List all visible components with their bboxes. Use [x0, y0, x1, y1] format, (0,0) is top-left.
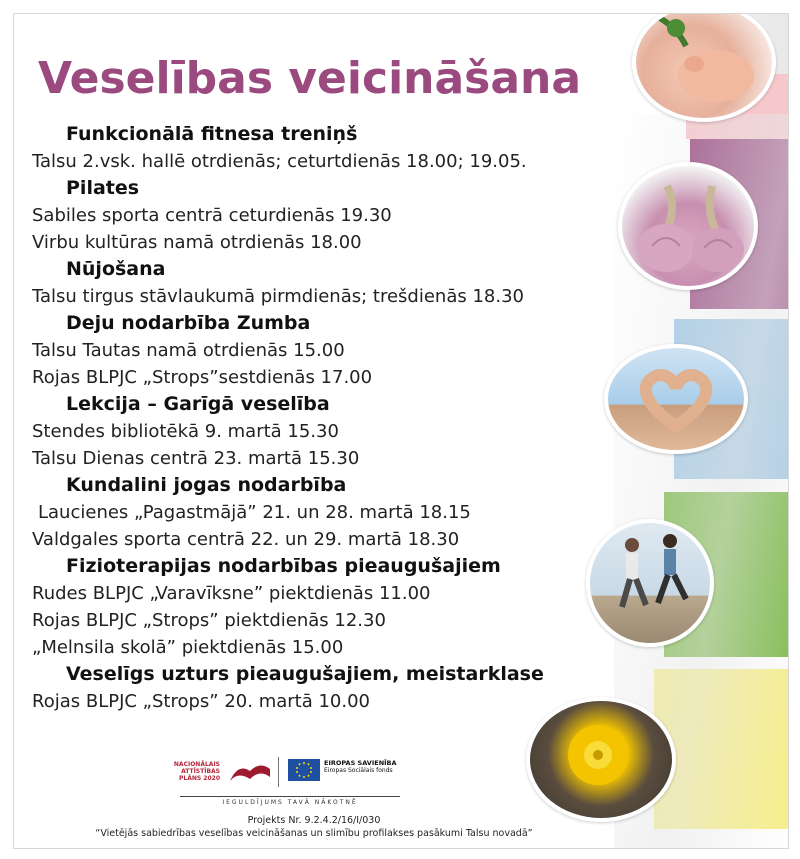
activity-line: „Melnsila skolā” piektdienās 15.00: [32, 637, 344, 658]
activity-line: Talsu 2.vsk. hallē otrdienās; ceturtdienās 18.00; 19.05.: [32, 151, 527, 172]
activity-line: Virbu kultūras namā otrdienās 18.00: [32, 232, 362, 253]
activity-heading: Pilates: [66, 177, 140, 199]
eu-fund: Eiropas Sociālais fonds: [324, 767, 393, 774]
flower-icon: [526, 697, 676, 822]
activity-line: Sabiles sporta centrā ceturdienās 19.30: [32, 205, 392, 226]
activity-heading: Veselīgs uzturs pieaugušajiem, meistarklase: [66, 663, 544, 685]
activity-line: Laucienes „Pagastmājā” 21. un 28. martā 18.15: [38, 502, 471, 523]
project-name: “Vietējās sabiedrības veselības veicināšanas un slimību profilakses pasākumi Talsu novadā”: [95, 828, 533, 839]
activity-heading: Fizioterapijas nodarbības pieaugušajiem: [66, 555, 501, 577]
funding-logos: [172, 755, 397, 791]
schedule-list: [32, 121, 632, 715]
activity-heading: Kundalini jogas nodarbība: [66, 474, 347, 496]
activity-line: Valdgales sporta centrā 22. un 29. martā 18.30: [32, 529, 460, 550]
activity-heading: Funkcionālā fitnesa treniņš: [66, 123, 358, 145]
activity-line: Rudes BLPJC „Varavīksne” piektdienās 11.00: [32, 583, 431, 604]
activity-heading: Lekcija – Garīgā veselība: [66, 393, 330, 415]
garlic-icon: [618, 162, 758, 290]
activity-line: Rojas BLPJC „Strops” 20. martā 10.00: [32, 691, 371, 712]
eu-logo-text: [324, 759, 404, 775]
project-info: [54, 814, 574, 840]
activity-line: Talsu tirgus stāvlaukumā pirmdienās; trešdienās 18.30: [32, 286, 524, 307]
slogan: IEGULDĪJUMS TAVĀ NĀKOTNĒ: [180, 796, 400, 806]
poster: [13, 13, 789, 849]
activity-line: Talsu Dienas centrā 23. martā 15.30: [32, 448, 360, 469]
nap-flag-icon: [228, 759, 272, 785]
eu-title: EIROPAS SAVIENĪBA: [324, 759, 397, 767]
logo-divider: [278, 757, 279, 787]
activity-line: Talsu Tautas namā otrdienās 15.00: [32, 340, 345, 361]
project-number: Projekts Nr. 9.2.4.2/16/I/030: [247, 815, 381, 826]
activity-line: Stendes bibliotēkā 9. martā 15.30: [32, 421, 339, 442]
page-title: Veselības veicināšana: [38, 53, 582, 104]
activity-line: Rojas BLPJC „Strops” piektdienās 12.30: [32, 610, 386, 631]
eu-flag-icon: [288, 759, 320, 781]
activity-line: Rojas BLPJC „Strops”sestdienās 17.00: [32, 367, 373, 388]
activity-heading: Deju nodarbība Zumba: [66, 312, 311, 334]
activity-heading: Nūjošana: [66, 258, 166, 280]
nap-logo-text: NACIONĀLAIS ATTĪSTĪBAS PLĀNS 2020: [173, 761, 220, 782]
